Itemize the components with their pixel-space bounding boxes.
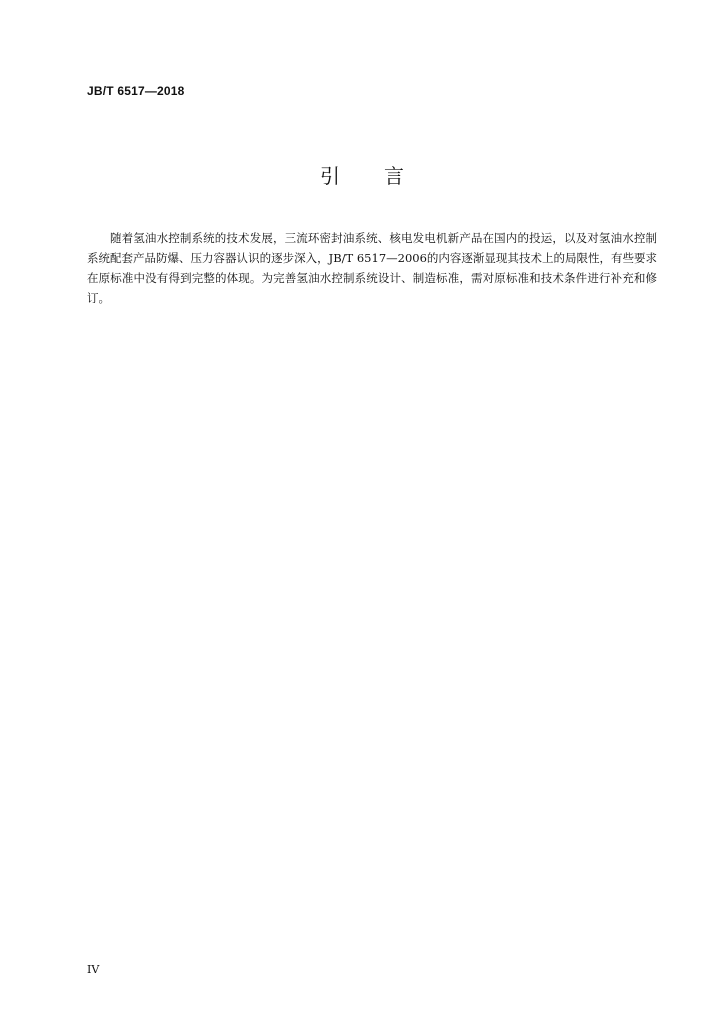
- standard-code-header: JB/T 6517—2018: [87, 84, 185, 98]
- foreword-paragraph: 随着氢油水控制系统的技术发展，三流环密封油系统、核电发电机新产品在国内的投运，以及对氢油水控制系统配套产品防爆、压力容器认识的逐步深入，JB/T 6517—2006的内容逐渐显现其技术上的局限性，有些要求在原标准中没有得到完整的体现。为完善氢油水控制系统设计、制造标准，需对原标准和技术条件进行补充和修订。: [87, 231, 657, 305]
- title-char-1: 引: [320, 164, 340, 188]
- page-number: IV: [87, 963, 100, 976]
- title-char-2: 言: [384, 164, 404, 188]
- page-title: [0, 160, 724, 189]
